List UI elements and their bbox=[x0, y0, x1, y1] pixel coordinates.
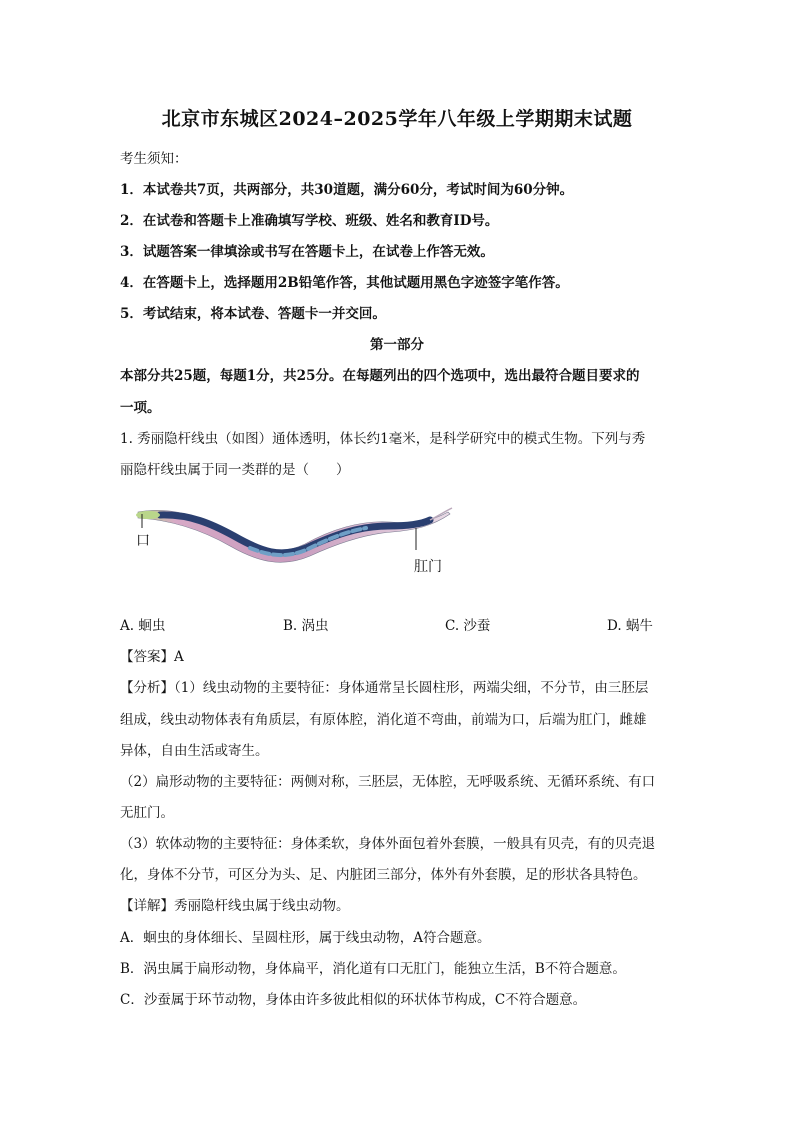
notice-item: 3．试题答案一律填涂或书写在答题卡上，在试卷上作答无效。 bbox=[120, 244, 494, 260]
part-heading: 第一部分 bbox=[370, 337, 424, 353]
nematode-figure bbox=[130, 498, 460, 578]
analysis-line: 组成，线虫动物体表有角质层，有原体腔，消化道不弯曲，前端为口，后端为肛门，雌雄 bbox=[120, 712, 647, 728]
option-d: D. 蜗牛 bbox=[607, 618, 653, 634]
page-title: 北京市东城区2024–2025学年八年级上学期期末试题 bbox=[161, 108, 633, 130]
notice-heading: 考生须知： bbox=[120, 151, 188, 167]
question-stem: 丽隐杆线虫属于同一类群的是（ ） bbox=[120, 462, 350, 478]
part-intro: 本部分共25题，每题1分，共25分。在每题列出的四个选项中，选出最符合题目要求的 bbox=[120, 368, 640, 384]
analysis-line: （3）软体动物的主要特征：身体柔软，身体外面包着外套膜，一般具有贝壳，有的贝壳退 bbox=[120, 836, 656, 852]
detail-line: C．沙蚕属于环节动物，身体由许多彼此相似的环状体节构成，C不符合题意。 bbox=[120, 992, 587, 1008]
detail-line: B．涡虫属于扁形动物，身体扁平，消化道有口无肛门，能独立生活，B不符合题意。 bbox=[120, 961, 626, 977]
analysis-line: 化，身体不分节，可区分为头、足、内脏团三部分，体外有外套膜，足的形状各具特色。 bbox=[120, 867, 647, 883]
analysis-line: （2）扁形动物的主要特征：两侧对称，三胚层，无体腔，无呼吸系统、无循环系统、有口 bbox=[120, 774, 656, 790]
analysis-line: 异体，自由生活或寄生。 bbox=[120, 743, 269, 759]
answer: 【答案】A bbox=[120, 649, 184, 665]
figure-label-mouth: 口 bbox=[136, 533, 150, 549]
analysis-line: 无肛门。 bbox=[120, 805, 174, 821]
option-a: A. 蛔虫 bbox=[120, 618, 166, 634]
analysis-line: 【分析】（1）线虫动物的主要特征：身体通常呈长圆柱形，两端尖细，不分节，由三胚层 bbox=[120, 680, 649, 696]
notice-item: 2．在试卷和答题卡上准确填写学校、班级、姓名和教育ID号。 bbox=[120, 213, 499, 229]
detail-line: A．蛔虫的身体细长、呈圆柱形，属于线虫动物，A符合题意。 bbox=[120, 930, 491, 946]
question-stem: 1. 秀丽隐杆线虫（如图）通体透明，体长约1毫米，是科学研究中的模式生物。下列与秀 bbox=[120, 431, 646, 447]
part-intro: 一项。 bbox=[120, 400, 161, 416]
option-b: B. 涡虫 bbox=[283, 618, 329, 634]
detail-line: 【详解】秀丽隐杆线虫属于线虫动物。 bbox=[120, 898, 350, 914]
notice-item: 5．考试结束，将本试卷、答题卡一并交回。 bbox=[120, 306, 386, 322]
notice-item: 4．在答题卡上，选择题用2B铅笔作答，其他试题用黑色字迹签字笔作答。 bbox=[120, 275, 569, 291]
option-c: C. 沙蚕 bbox=[445, 618, 491, 634]
notice-item: 1．本试卷共7页，共两部分，共30道题，满分60分，考试时间为60分钟。 bbox=[120, 182, 574, 198]
figure-label-anus: 肛门 bbox=[414, 559, 442, 575]
